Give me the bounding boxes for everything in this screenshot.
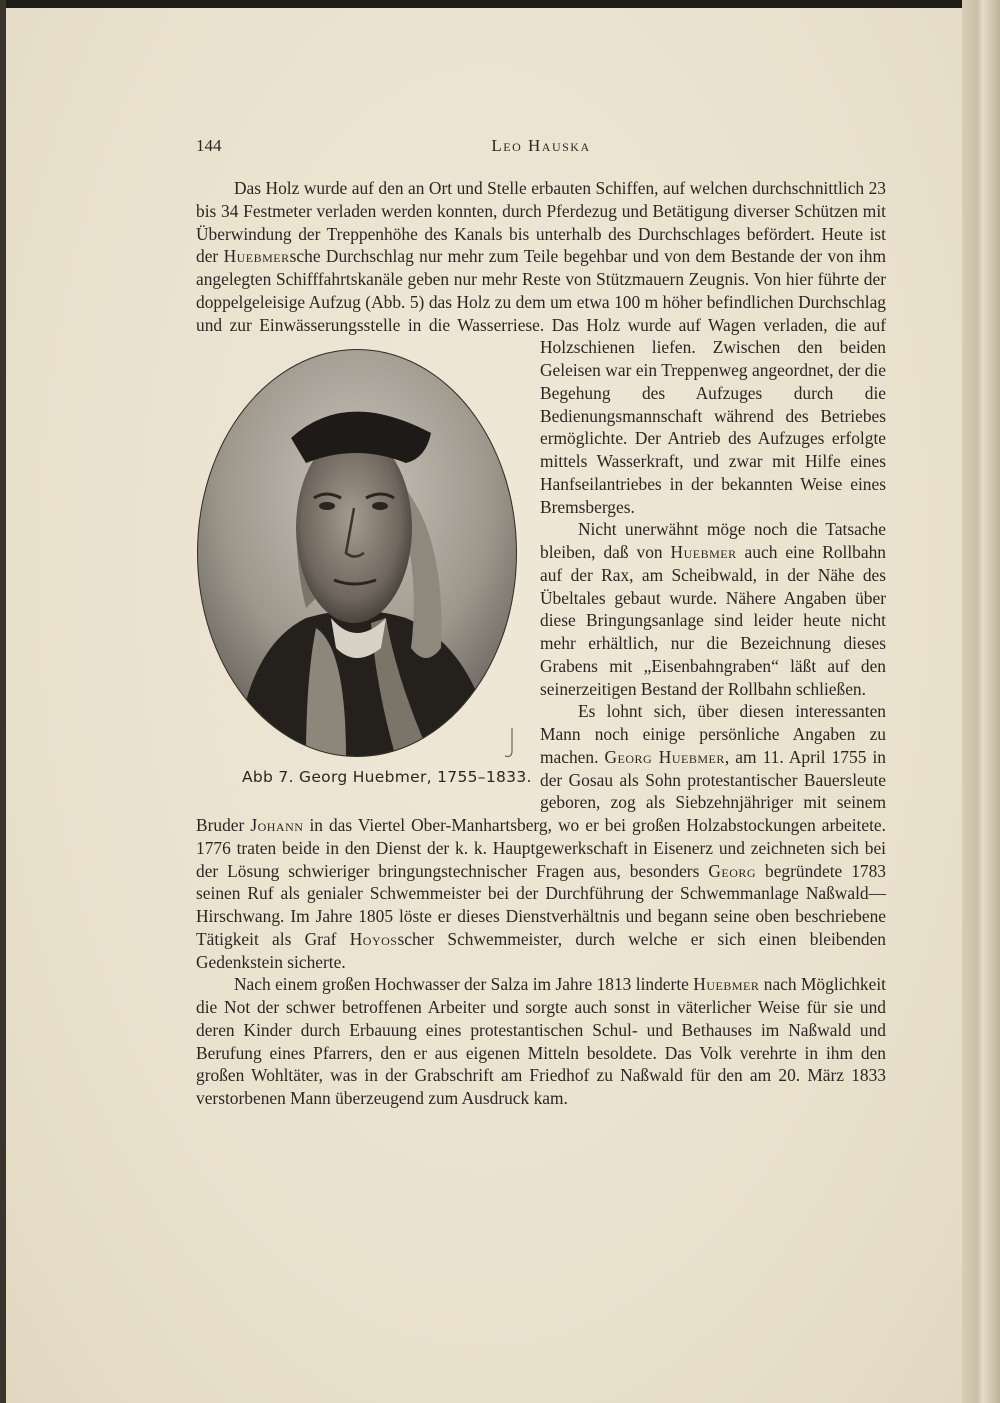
paragraph-4 xyxy=(196,973,886,1110)
portrait-image xyxy=(196,348,518,758)
person-name: Huebmer xyxy=(223,246,290,267)
text-run: Nach einem großen Hochwasser der Salza im Jahre 1813 linderte xyxy=(234,974,694,995)
text-run: Es lohnt sich, über diesen interessanten Mann noch einige persönliche Angaben zu machen. xyxy=(540,701,886,767)
person-name: Johann xyxy=(250,815,304,835)
person-name: Huebmer xyxy=(670,542,737,562)
body-text xyxy=(196,177,886,1110)
pencil-mark-icon xyxy=(502,726,516,760)
text-run: Nicht unerwähnt möge noch die Tatsache bleiben, daß von xyxy=(540,519,886,562)
person-name: Huebmer xyxy=(693,974,760,995)
running-title: Leo Hauska xyxy=(491,136,591,155)
page-header xyxy=(196,136,886,158)
text-run: auch eine Rollbahn auf der Rax, am Scheibwald, in der Nähe des Übeltales gebaut wurde. Nähere Angaben über diese Bringungsanlage sind leider heute nicht mehr erhältlich, nur die Bezeichnung dieses Grabens mit „Eisenbahngraben“ läßt auf den seinerzeitigen Bestand der Rollbahn schließen. xyxy=(540,542,886,699)
text-run: in das Viertel Ober-Manhartsberg, wo er bei großen Holzabstockungen arbeitete. 1776 traten beide in den Dienst der k. k. Hauptgewerkschaft in Eisenerz und zeichneten sich bei der Lösung schwieriger bringungstechnischer Fragen aus, besonders xyxy=(196,815,886,881)
portrait-figure xyxy=(196,336,532,812)
text-run: scher Schwemmeister, durch welche er sich einen bleibenden Gedenkstein sicherte. xyxy=(196,928,886,972)
figure-caption: Abb 7. Georg Huebmer, 1755–1833. xyxy=(242,768,532,787)
text-run: nach Möglichkeit die Not der schwer betroffenen Arbeiter und sorgte auch sonst in väterlicher Weise für sie und deren Kinder durch Erbauung eines protestantischen Schul- und Bethauses im Naßwald und Berufung eines Pfarrers, den er aus eigenen Mitteln besoldete. Das Volk verehrte in ihm den großen Wohltäter, was in der Grabschrift am Friedhof zu Naßwald für den am 20. März 1833 verstorbenen Mann überzeugend zum Ausdruck kam. xyxy=(196,974,886,1108)
text-run: auf Wagen verladen, die auf Holzschienen liefen. Zwischen den beiden Geleisen war ein Treppenweg angeordnet, der die Begehung des Aufzuges durch die Bedienungsmannschaft während des Betriebes ermöglichte. Der Antrieb des Aufzuges erfolgte mittels Wasserkraft, und zwar mit Hilfe eines Hanfseilantriebes in der bekannten Weise eines Bremsberges. xyxy=(540,314,886,517)
person-name: Georg xyxy=(708,860,757,881)
text-run: sche Durchschlag nur mehr zum Teile begehbar und von dem Bestande der von ihm angelegten Schifffahrtskanäle geben nur mehr Reste von Stützmauern Zeugnis. Von hier führte der doppelgeleisige Aufzug (Abb. 5) das Holz zu dem um etwa 100 m höher befindlichen Durchschlag und zur Einwässerungsstelle in die Wasserriese. Das Holz wurde xyxy=(196,246,886,335)
book-spine-edge xyxy=(962,0,1000,1403)
person-name: Hoyos xyxy=(349,928,398,949)
text-run: begründete 1783 seinen Ruf als genialer Schwemmeister bei der Durchführung der Schwemmanlage Naßwald—Hirschwang. Im Jahre 1805 löste er dieses Dienstverhältnis und begann seine oben beschriebene Tätigkeit als Graf xyxy=(196,860,886,949)
text-run: , am 11. April 1755 in der Gosau als Sohn protestantischer Bauersleute geboren, zog als Siebzehnjähriger mit seinem Bruder xyxy=(196,746,886,835)
text-run: Das Holz wurde auf den an Ort und Stelle erbauten Schiffen, auf welchen durchschnittlich 23 bis 34 Festmeter verladen werden konnten, durch Pferdezug und Betätigung diverser Schützen mit Überwindung der Treppenhöhe des Kanals bis unterhalb des Durchschlages befördert. Heute ist der xyxy=(196,178,886,267)
person-name: Georg Huebmer xyxy=(604,746,725,767)
page-number: 144 xyxy=(196,136,222,155)
